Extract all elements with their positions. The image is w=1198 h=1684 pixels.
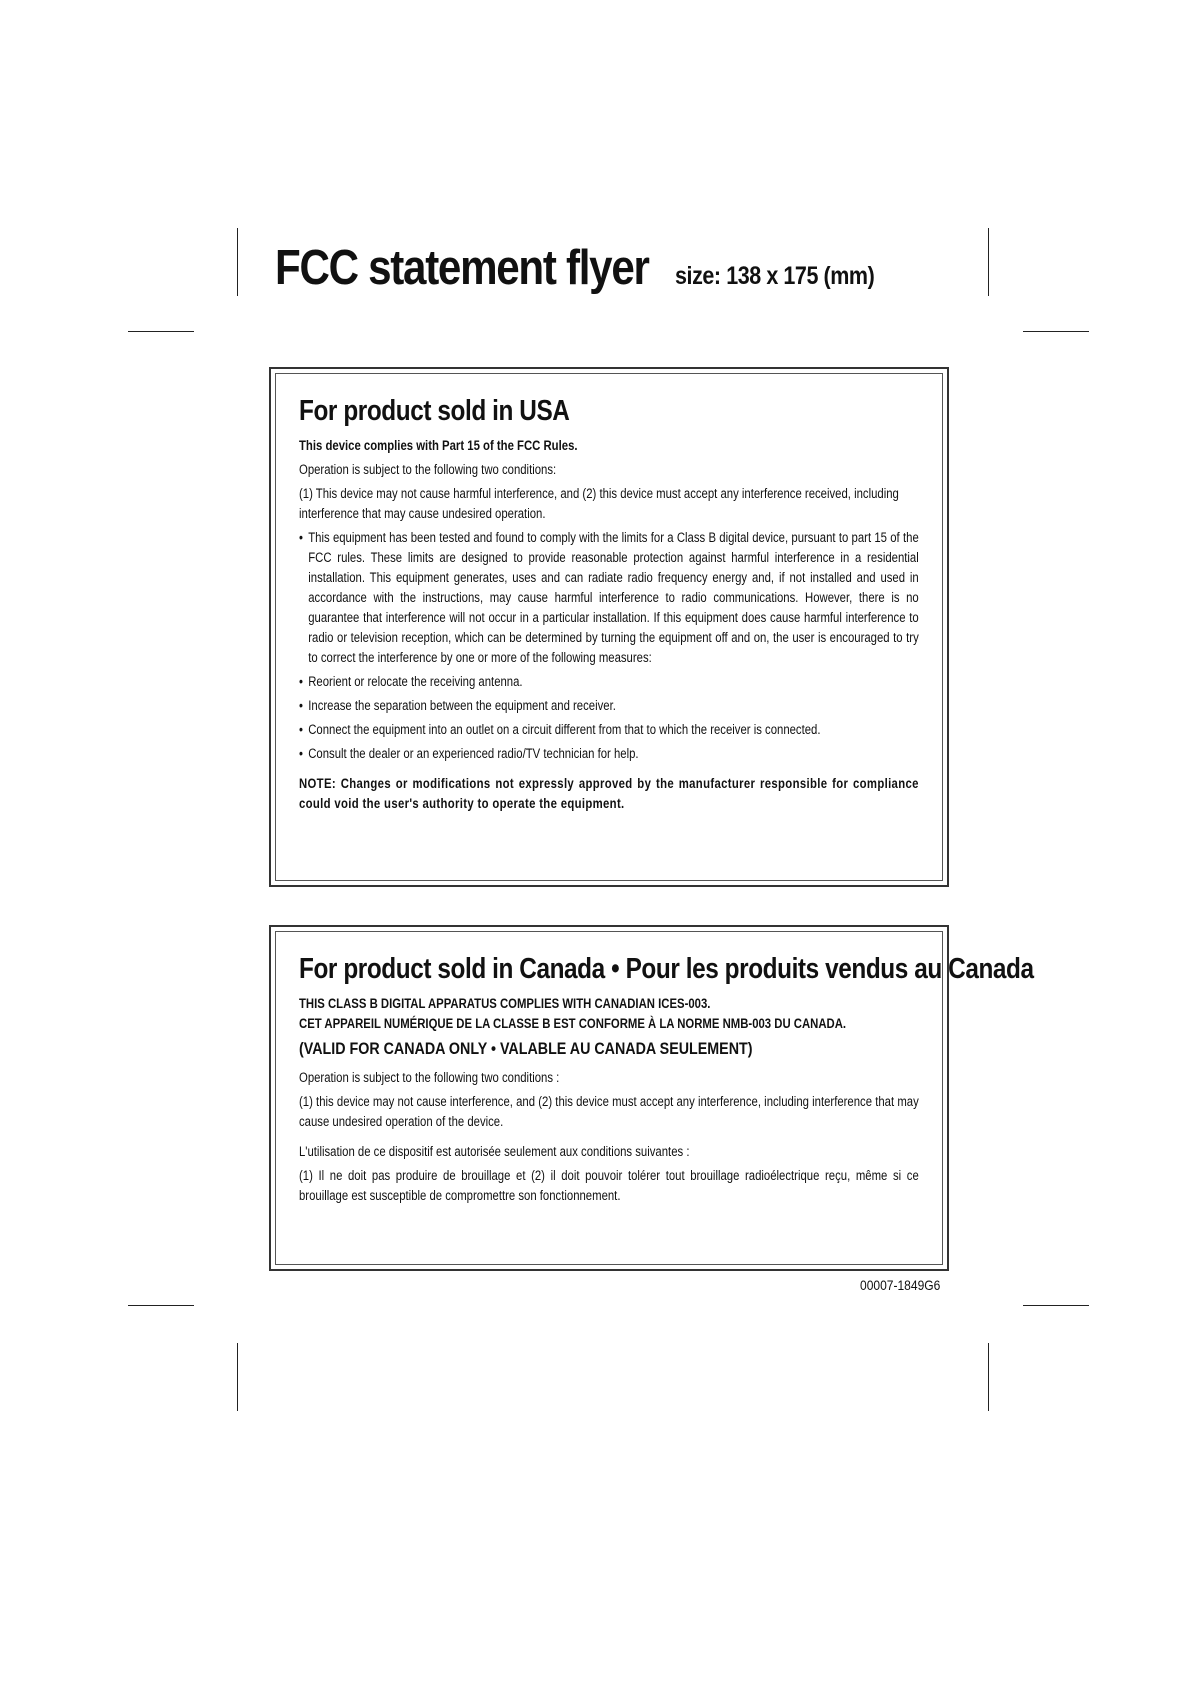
list-item: • Consult the dealer or an experienced radio/TV technician for help. — [299, 744, 919, 764]
list-item: • Increase the separation between the equipment and receiver. — [299, 696, 919, 716]
canada-statement-box — [269, 925, 1034, 1271]
list-item: • This equipment has been tested and found to comply with the limits for a Class B digital device, pursuant to part 15 of the FCC rules. These limits are designed to provide reasonable protection against harmful interference in a residential installation. This equipment generates, uses and can radiate radio frequency energy and, if not installed and used in accordance with the instructions, may cause harmful interference to radio communications. However, there is no guarantee that interference will not occur in a particular installation. If this equipment does cause harmful interference to radio or television reception, which can be determined by turning the equipment off and on, the user is encouraged to try to correct the interference by one or more of the following measures: — [299, 528, 919, 668]
usa-statement-box — [269, 367, 949, 887]
crop-mark-right-upper — [1023, 331, 1089, 332]
title-row — [275, 240, 875, 296]
canada-heading: For product sold in Canada • Pour les produits vendus au Canada — [299, 953, 1034, 985]
canada-class-b-en: THIS CLASS B DIGITAL APPARATUS COMPLIES WITH CANADIAN ICES-003. — [299, 996, 711, 1011]
usa-measures-list — [299, 528, 919, 764]
canada-conditions-en: (1) this device may not cause interference, and (2) this device must accept any interference, including interference that may cause undesired operation of the device. — [299, 1094, 919, 1129]
canada-valid-notice: (VALID FOR CANADA ONLY • VALABLE AU CANADA SEULEMENT) — [299, 1039, 753, 1058]
list-item: • Connect the equipment into an outlet on a circuit different from that to which the receiver is connected. — [299, 720, 919, 740]
canada-conditions-fr: (1) Il ne doit pas produire de brouillage et (2) il doit pouvoir tolérer tout brouillage radioélectrique reçu, même si ce brouillage est susceptible de compromettre son fonctionnement. — [299, 1168, 919, 1203]
usa-conditions: (1) This device may not cause harmful interference, and (2) this device must accept any interference received, including interference that may cause undesired operation. — [299, 486, 899, 521]
crop-mark-top-left — [237, 228, 238, 296]
page-title: FCC statement flyer — [275, 241, 649, 295]
crop-mark-top-right — [988, 228, 989, 296]
crop-mark-left-lower — [128, 1305, 194, 1306]
size-label: size: 138 x 175 (mm) — [675, 262, 875, 290]
crop-mark-right-lower — [1023, 1305, 1089, 1306]
usa-body — [299, 436, 919, 814]
canada-operation-fr: L'utilisation de ce dispositif est autorisée seulement aux conditions suivantes : — [299, 1144, 690, 1159]
crop-mark-bottom-right — [988, 1343, 989, 1411]
crop-mark-bottom-left — [237, 1343, 238, 1411]
canada-body — [299, 994, 919, 1206]
canada-class-b-fr: CET APPAREIL NUMÉRIQUE DE LA CLASSE B EST CONFORME À LA NORME NMB-003 DU CANADA. — [299, 1016, 847, 1031]
canada-operation-en: Operation is subject to the following two conditions : — [299, 1070, 560, 1085]
usa-note: NOTE: Changes or modifications not expressly approved by the manufacturer responsible for compliance could void the user's authority to operate the equipment. — [299, 776, 919, 811]
usa-compliance: This device complies with Part 15 of the FCC Rules. — [299, 438, 578, 453]
usa-heading: For product sold in USA — [299, 395, 570, 427]
part-number: 00007-1849G6 — [860, 1277, 941, 1293]
usa-operation: Operation is subject to the following two conditions: — [299, 462, 557, 477]
list-item: • Reorient or relocate the receiving antenna. — [299, 672, 919, 692]
crop-mark-left-upper — [128, 331, 194, 332]
